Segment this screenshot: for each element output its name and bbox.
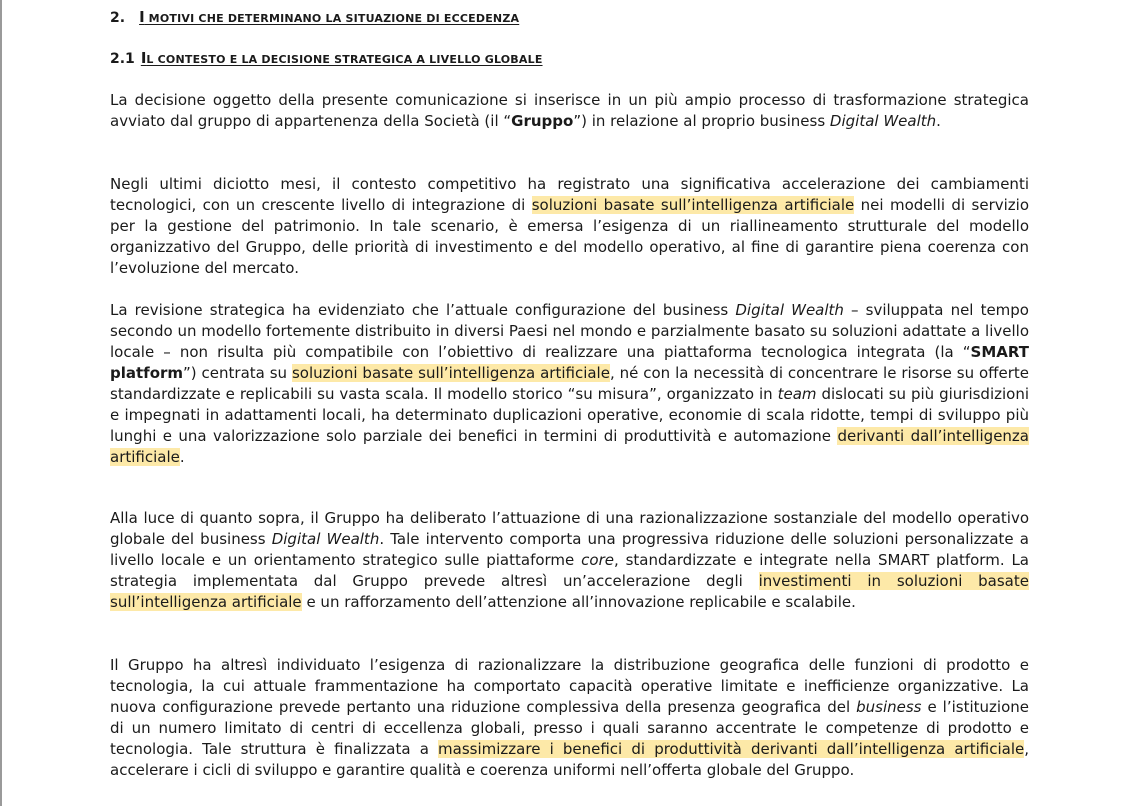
section-number: 2. [110,10,126,26]
paragraph-1: La decisione oggetto della presente comunicazione si inserisce in un più ampio processo di trasformazione strategica avviato dal gruppo di appartenenza della Società (il “Gruppo”) in relazione al proprio business Digital Wealth. [110,91,1029,130]
paragraph-2: Negli ultimi diciotto mesi, il contesto competitivo ha registrato una significativa accelerazione dei cambiamenti tecnologici, con un crescente livello di integrazione di soluzioni basate sull’intelligenza artificiale nei modelli di servizio per la gestione del patrimonio. In tale scenario, è emersa l’esigenza di un riallineamento strutturale del modello organizzativo del Gruppo, delle priorità di investimento e del modello operativo, al fine di garantire piena coerenza con l’evoluzione del mercato. [110,175,1030,277]
paragraph-5: Il Gruppo ha altresì individuato l’esigenza di razionalizzare la distribuzione geografica delle funzioni di prodotto e tecnologia, la cui attuale frammentazione ha comportato capacità operative limitate e inefficienze organizzative. La nuova configurazione prevede pertanto una riduzione complessiva della presenza geografica del business e l’istituzione di un numero limitato di centri di eccellenza globali, presso i quali saranno accentrate le competenze di prodotto e tecnologia. Tale struttura è finalizzata a massimizzare i benefici di produttività derivanti dall’intelligenza artificiale, accelerare i cicli di sviluppo e garantire qualità e coerenza uniformi nell’offerta globale del Gruppo. [110,656,1029,779]
term-gruppo: Gruppo [511,112,574,130]
subsection-heading-2-1 [110,49,543,69]
section-title: I MOTIVI CHE DETERMINANO LA SITUAZIONE DI ECCEDENZA [139,8,520,26]
highlight: soluzioni basate sull’intelligenza artificiale [531,196,855,214]
highlight: investimenti in soluzioni basate sull’intelligenza artificiale [110,572,1029,611]
paragraph-4: Alla luce di quanto sopra, il Gruppo ha deliberato l’attuazione di una razionalizzazione sostanziale del modello operativo globale del business Digital Wealth. Tale intervento comporta una progressiva riduzione delle soluzioni personalizzate a livello locale e un orientamento strategico sulle piattaforme core, standardizzate e integrate nella SMART platform. La strategia implementata dal Gruppo prevede altresì un’accelerazione degli investimenti in soluzioni basate sull’intelligenza artificiale e un rafforzamento dell’attenzione all’innovazione replicabile e scalabile. [110,509,1029,611]
highlight: soluzioni basate sull’intelligenza artificiale [291,364,610,382]
subsection-title: IL CONTESTO E LA DECISIONE STRATEGICA A LIVELLO GLOBALE [140,49,543,67]
section-heading-2 [110,8,519,28]
subsection-number: 2.1 [110,51,135,67]
term-smart-platform: SMART platform [110,343,1029,382]
paragraph-3: La revisione strategica ha evidenziato che l’attuale configurazione del business Digital Wealth – sviluppata nel tempo secondo un modello fortemente distribuito in diversi Paesi nel mondo e parzialmente basato su soluzioni adattate a livello locale – non risulta più compatibile con l’obiettivo di realizzare una piattaforma tecnologica integrata (la “SMART platform”) centrata su soluzioni basate sull’intelligenza artificiale, né con la necessità di concentrare le risorse su offerte standardizzate e replicabili su vasta scala. Il modello storico “su misura”, organizzato in team dislocati su più giurisdizioni e impegnati in adattamenti locali, ha determinato duplicazioni operative, economie di scala ridotte, tempi di sviluppo più lunghi e una valorizzazione solo parziale dei benefici in termini di produttività e automazione derivanti dall’intelligenza artificiale. [110,301,1030,466]
highlight: massimizzare i benefici di produttività derivanti dall’intelligenza artificiale [438,740,1025,758]
highlight: derivanti dall’intelligenza artificiale [110,427,1029,466]
page-left-border [0,0,2,806]
